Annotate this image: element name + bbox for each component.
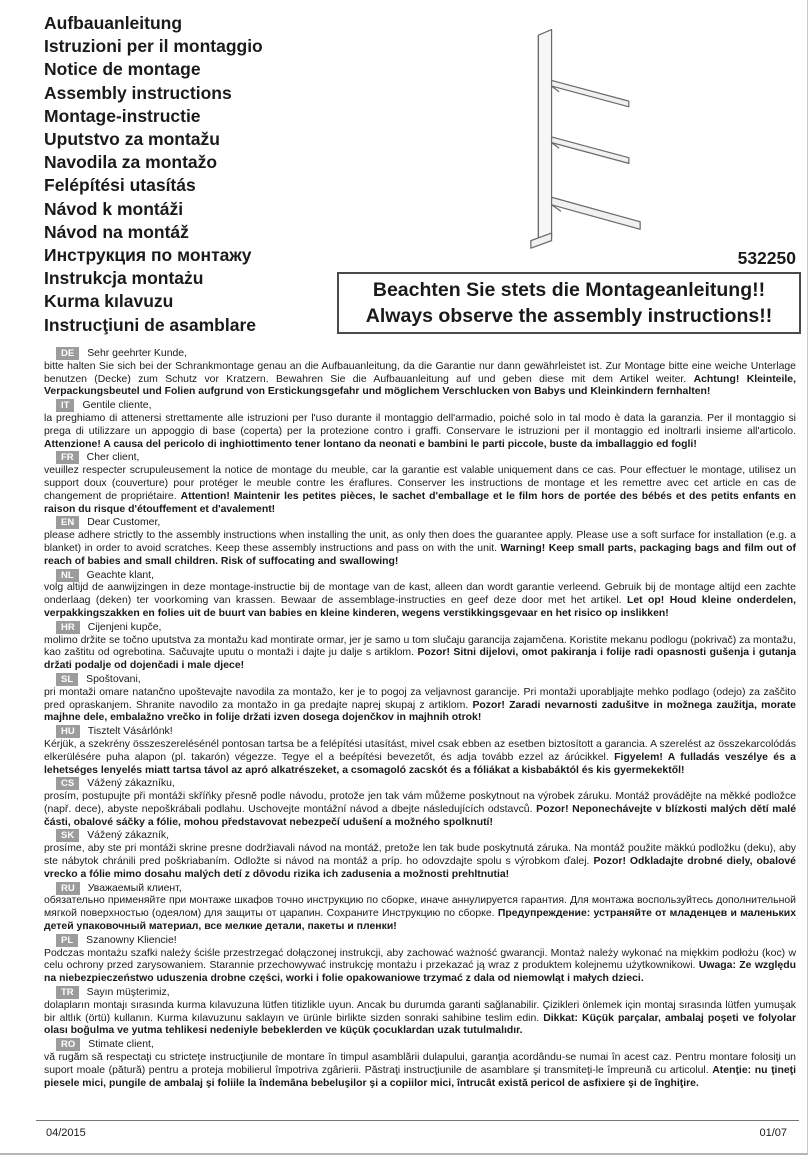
- language-code-badge-hr: HR: [56, 621, 80, 634]
- title-fr: Notice de montage: [44, 59, 201, 80]
- language-code-badge-ru: RU: [56, 882, 80, 895]
- language-greeting: Dear Customer,: [87, 517, 161, 529]
- title-sl: Navodila za montažo: [44, 152, 218, 173]
- language-text: please adhere strictly to the assembly instructions when installing the unit, as only then does the guarantee apply. Please use a soft surface for installation (e.g. a blanket) in order to avoid scratches. Keep these assembly instructions and pass on with the unit.: [44, 530, 796, 554]
- language-greeting: Sayın müşterimiz,: [86, 987, 170, 999]
- language-block-pl: [44, 934, 796, 986]
- language-warning: Achtung! Kleinteile, Verpackungsbeutel und Folien aufgrund von Erstickungsgefahr und möglichem Verschlucken von Babys und Kleinkindern fernhalten!: [44, 373, 796, 398]
- language-block-ru: [44, 882, 796, 934]
- language-warning: Figyelem! A fulladás veszélye és a lehetséges lenyelés miatt tartsa távol az apró alkatrészeket, a csomagoló zacskót és a fóliákat a kisbabáktól és kis gyermekektől!: [44, 751, 796, 776]
- language-text: la preghiamo di attenersi strettamente alle istruzioni per l'uso durante il montaggio dell'armadio, poiché solo in tal modo è data la garanzia. Per il montaggio si prega di utilizzare un appoggio di base (coperta) per la protezione contro i graffi. Conservare le istruzioni per il montaggio ed inoltrarli insieme all'articolo.: [44, 412, 796, 437]
- language-block-sl: [44, 673, 796, 725]
- shelf-unit-drawing: [466, 22, 656, 267]
- footer-date: 04/2015: [46, 1127, 86, 1139]
- language-code-badge-fr: FR: [56, 451, 79, 464]
- language-block-nl: [44, 569, 796, 621]
- language-warning: Pozor! Zaradi nevarnosti zadušitve in možnega zaužitja, morate majhne dele, embalažno vrečko in folije držati izven dosega dojenčkov in majhnih otrok!: [44, 699, 796, 724]
- language-warning: Dikkat: Küçük parçalar, ambalaj poşeti ve folyolar olası boğulma ve yutma tehlikesi nedeniyle bebeklerden ve küçük çocuklardan uzak tutulmalıdır.: [44, 1012, 797, 1037]
- language-text: pri montaži omare natančno upoštevajte navodila za montažo, ker je to pogoj za veljavnost garancije. Pri montaži uporabljajte mehko podlago (odejo) za zaščito pred opraskanjem. Shranite navodilo za montažo in ga predajte naprej skupaj z artiklom.: [44, 686, 796, 711]
- language-code-badge-hu: HU: [56, 725, 80, 738]
- language-block-fr: [44, 451, 796, 516]
- language-text: Podczas montażu szafki należy ściśle przestrzegać dołączonej instrukcji, aby zachować ważność gwarancji. Montaż należy wykonać na miękkim podłożu (koc) w celu ochrony przed zarysowaniem. Starannie przechowywać instrukcję montażu i przekazać ją wraz z produktem kolejnemu użytkownikowi.: [44, 947, 796, 972]
- footer-page-number: 01/07: [759, 1127, 787, 1139]
- footer-divider: [36, 1120, 799, 1121]
- language-text: veuillez respecter scrupuleusement la notice de montage du meuble, car la garantie est valable uniquement dans ce cas. Pour effectuer le montage, utilisez un support doux (couverture) pour protéger le meuble contre les éraflures. Conserver les instructions de montage et les remettre avec cet article en cas de changement de propriétaire.: [44, 465, 796, 502]
- language-greeting: Szanowny Kliencie!: [86, 934, 177, 946]
- language-text: bitte halten Sie sich bei der Schrankmontage genau an die Aufbauanleitung, da die Garantie nur dann gewährleistet ist. Zur Montage bitte eine weiche Unterlage benutzen (Decke) zum Schutz vor Kratzern. Bewahren Sie die Aufbauanleitung auf und geben diese mit dem Artikel weiter.: [44, 360, 796, 385]
- language-block-ro: [44, 1038, 796, 1090]
- language-warning: Pozor! Odkladajte drobné diely, obalové vrecko a fólie mimo dosahu malých detí z dôvodu rizika ich zadusenia a možnosti prehltnutia!: [44, 856, 796, 880]
- language-text: vă rugăm să respectaţi cu stricteţe instrucţiunile de montare în timpul asamblării dulapului, garanţia acordându-se numai în acest caz. Pentru montare folosiţi un suport moale (pătură) pentru a proteja mobilierul împotriva zgârierii. Păstraţi instrucţiunile de asamblare şi transmiteţi-le împreună cu articolul.: [44, 1052, 796, 1076]
- title-ro: Instrucţiuni de asamblare: [44, 314, 257, 335]
- language-text: dolapların montajı sırasında kurma kılavuzuna lütfen titizlikle uyun. Ancak bu durumda garanti sağlanabilir. Çizikleri önlemek için montaj sırasında lütfen yumuşak bir altlık (örtü) kullanın. Kurma kılavuzunu saklayın ve ürünle birlikte sizden sonraki sahibine teslim edin.: [44, 999, 796, 1024]
- language-text: обязательно применяйте при монтаже шкафов точно инструкцию по сборке, иначе аннулируется гарантия. Для монтажа воспользуйтесь дополнительной мягкой поверхностью (одеялом) для защиты от царапин. Сохраните Инструкцию по сборке.: [44, 895, 796, 920]
- title-hu: Felépítési utasítás: [44, 175, 196, 196]
- language-block-it: [44, 399, 796, 451]
- notice-box: [337, 272, 801, 334]
- language-greeting: Cher client,: [86, 452, 140, 464]
- language-warning: Let op! Houd kleine onderdelen, verpakkingszakken en folies uit de buurt van babies en kleine kinderen, wegens verstikkingsgevaar en het risico op inslikken!: [44, 595, 796, 619]
- language-block-en: [44, 516, 796, 568]
- title-en: Assembly instructions: [44, 82, 232, 103]
- language-greeting: Tisztelt Vásárlónk!: [87, 726, 173, 738]
- language-section: [44, 347, 796, 1090]
- language-block-hu: [44, 725, 796, 777]
- title-de: Aufbauanleitung: [44, 13, 183, 33]
- language-code-badge-de: DE: [56, 347, 79, 360]
- product-number: 532250: [737, 248, 796, 268]
- language-code-badge-sk: SK: [56, 829, 79, 842]
- notice-line-de: Beachten Sie stets die Montageanleitung!!: [372, 279, 766, 301]
- language-warning: Uwaga: Ze względu na niebezpieczeństwo uduszenia drobne części, worki i folie opakowaniowe trzymać z dala od niemowląt i małych dzieci.: [44, 960, 796, 985]
- title-list: [44, 12, 263, 337]
- language-code-badge-sl: SL: [56, 673, 78, 686]
- title-pl: Instrukcja montażu: [44, 268, 204, 289]
- language-warning: Attenzione! A causa del pericolo di inghiottimento tener lontano da neonati e bambini le parti piccole, buste da imballaggio ed fogli!: [44, 438, 697, 450]
- language-warning: Pozor! Sitni dijelovi, omot pakiranja i folije radi opasnosti gušenja i gutanja držati podalje od dojenčadi i male djece!: [44, 647, 797, 672]
- title-it: Istruzioni per il montaggio: [44, 36, 263, 57]
- language-block-hr: [44, 621, 796, 673]
- title-sk: Návod na montáž: [44, 221, 189, 242]
- notice-line-en: Always observe the assembly instructions!!: [365, 305, 773, 327]
- language-warning: Atenţie: nu ţineţi piesele mici, pungile de ambalaj şi foliile la îndemâna bebeluşilor şi a copiilor mici, întrucât există pericol de asfixiere şi de înghiţire.: [44, 1064, 796, 1089]
- language-block-sk: [44, 829, 796, 881]
- language-code-badge-tr: TR: [56, 986, 79, 999]
- language-text: Kérjük, a szekrény összeszerelésénél pontosan tartsa be a felépítési utasítást, mivel csak ebben az esetben biztosított a garancia. A szerelést az összekarcolódás elkerülésére puha alapon (pl. takarón) végezze. Tegye el a beépítési bevezetőt, és adja tovább ezzel az árúcikkel.: [44, 738, 796, 763]
- language-block-de: [44, 347, 796, 399]
- language-code-badge-pl: PL: [56, 934, 78, 947]
- language-block-cs: [44, 777, 796, 829]
- title-nl: Montage-instructie: [44, 105, 201, 126]
- language-greeting: Vážený zákazníku,: [87, 778, 175, 790]
- language-code-badge-ro: RO: [56, 1038, 80, 1051]
- language-text: molimo držite se točno uputstva za montažu kad montirate ormar, jer je samo u tom slučaju garancija zajamčena. Koristite mekanu podlogu (pokrivač) za montažu, kao zaštitu od ogrebotina. Sačuvajte uputu o montaži i dajte ju dalje s artiklom.: [44, 634, 796, 659]
- title-ru: Инструкция по монтажу: [44, 245, 252, 266]
- title-tr: Kurma kılavuzu: [44, 291, 174, 312]
- language-text: volg altijd de aanwijzingen in deze montage-instructie bij de montage van de kast, alleen dan wordt garantie verleend. Gebruik bij de montage altijd een zachte onderlaag (deken) ter voorkoming van krassen. Bewaar de assemblage-instructies en geef deze door met het artikel.: [44, 582, 796, 607]
- title-hr: Uputstvo za montažu: [44, 129, 220, 150]
- language-greeting: Spoštovani,: [86, 673, 141, 685]
- title-cs: Návod k montáži: [44, 198, 184, 219]
- language-text: prosím, postupujte při montáži skříňky přesně podle návodu, protože jen tak vám můžeme poskytnout na výrobek záruku. Montáž provádějte na měkké podložce (např. dece), abyste nepoškrábali podlahu. Uschovejte montážní návod a dbejte následujících odstavců.: [44, 791, 796, 815]
- language-warning: Предупреждение: устраняйте от младенцев и маленьких детей упаковочный материал, все мелкие детали, пакеты и пленки!: [44, 908, 797, 933]
- language-greeting: Уважаемый клиент,: [87, 882, 182, 894]
- language-warning: Warning! Keep small parts, packaging bags and film out of reach of babies and small children. Risk of suffocating and swallowing!: [44, 542, 796, 567]
- language-warning: Pozor! Neponechávejte v blízkosti malých dětí malé části, obalové sáčky a fólie, mohou představovat nebezpečí udušení a možného spolknutí!: [44, 803, 796, 828]
- language-block-tr: [44, 986, 796, 1038]
- language-greeting: Sehr geehrter Kunde,: [87, 348, 188, 359]
- language-greeting: Vážený zákazník,: [87, 830, 170, 842]
- language-code-badge-cs: CS: [56, 777, 79, 790]
- language-warning: Attention! Maintenir les petites pièces, le sachet d'emballage et le film hors de portée des bébés et des petits enfants en raison du risque d'étouffement et d'avalement!: [44, 490, 796, 515]
- language-greeting: Geachte klant,: [86, 569, 154, 581]
- language-code-badge-en: EN: [56, 516, 79, 529]
- language-code-badge-nl: NL: [56, 569, 79, 582]
- language-greeting: Cijenjeni kupče,: [87, 621, 162, 633]
- language-code-badge-it: IT: [56, 399, 74, 412]
- language-text: prosíme, aby ste pri montáži skrine presne dodržiavali návod na montáž, pretože len tak bude poskytnutá záruka. Na montáž použite mäkkú podložku (deku), aby ste nábytok chránili pred poškriabaním. Odložte si návod na montáž a príp. ho odovzdajte spolu s výrobkom ďalej.: [44, 843, 796, 868]
- language-greeting: Stimate client,: [88, 1039, 154, 1051]
- language-greeting: Gentile cliente,: [82, 400, 152, 412]
